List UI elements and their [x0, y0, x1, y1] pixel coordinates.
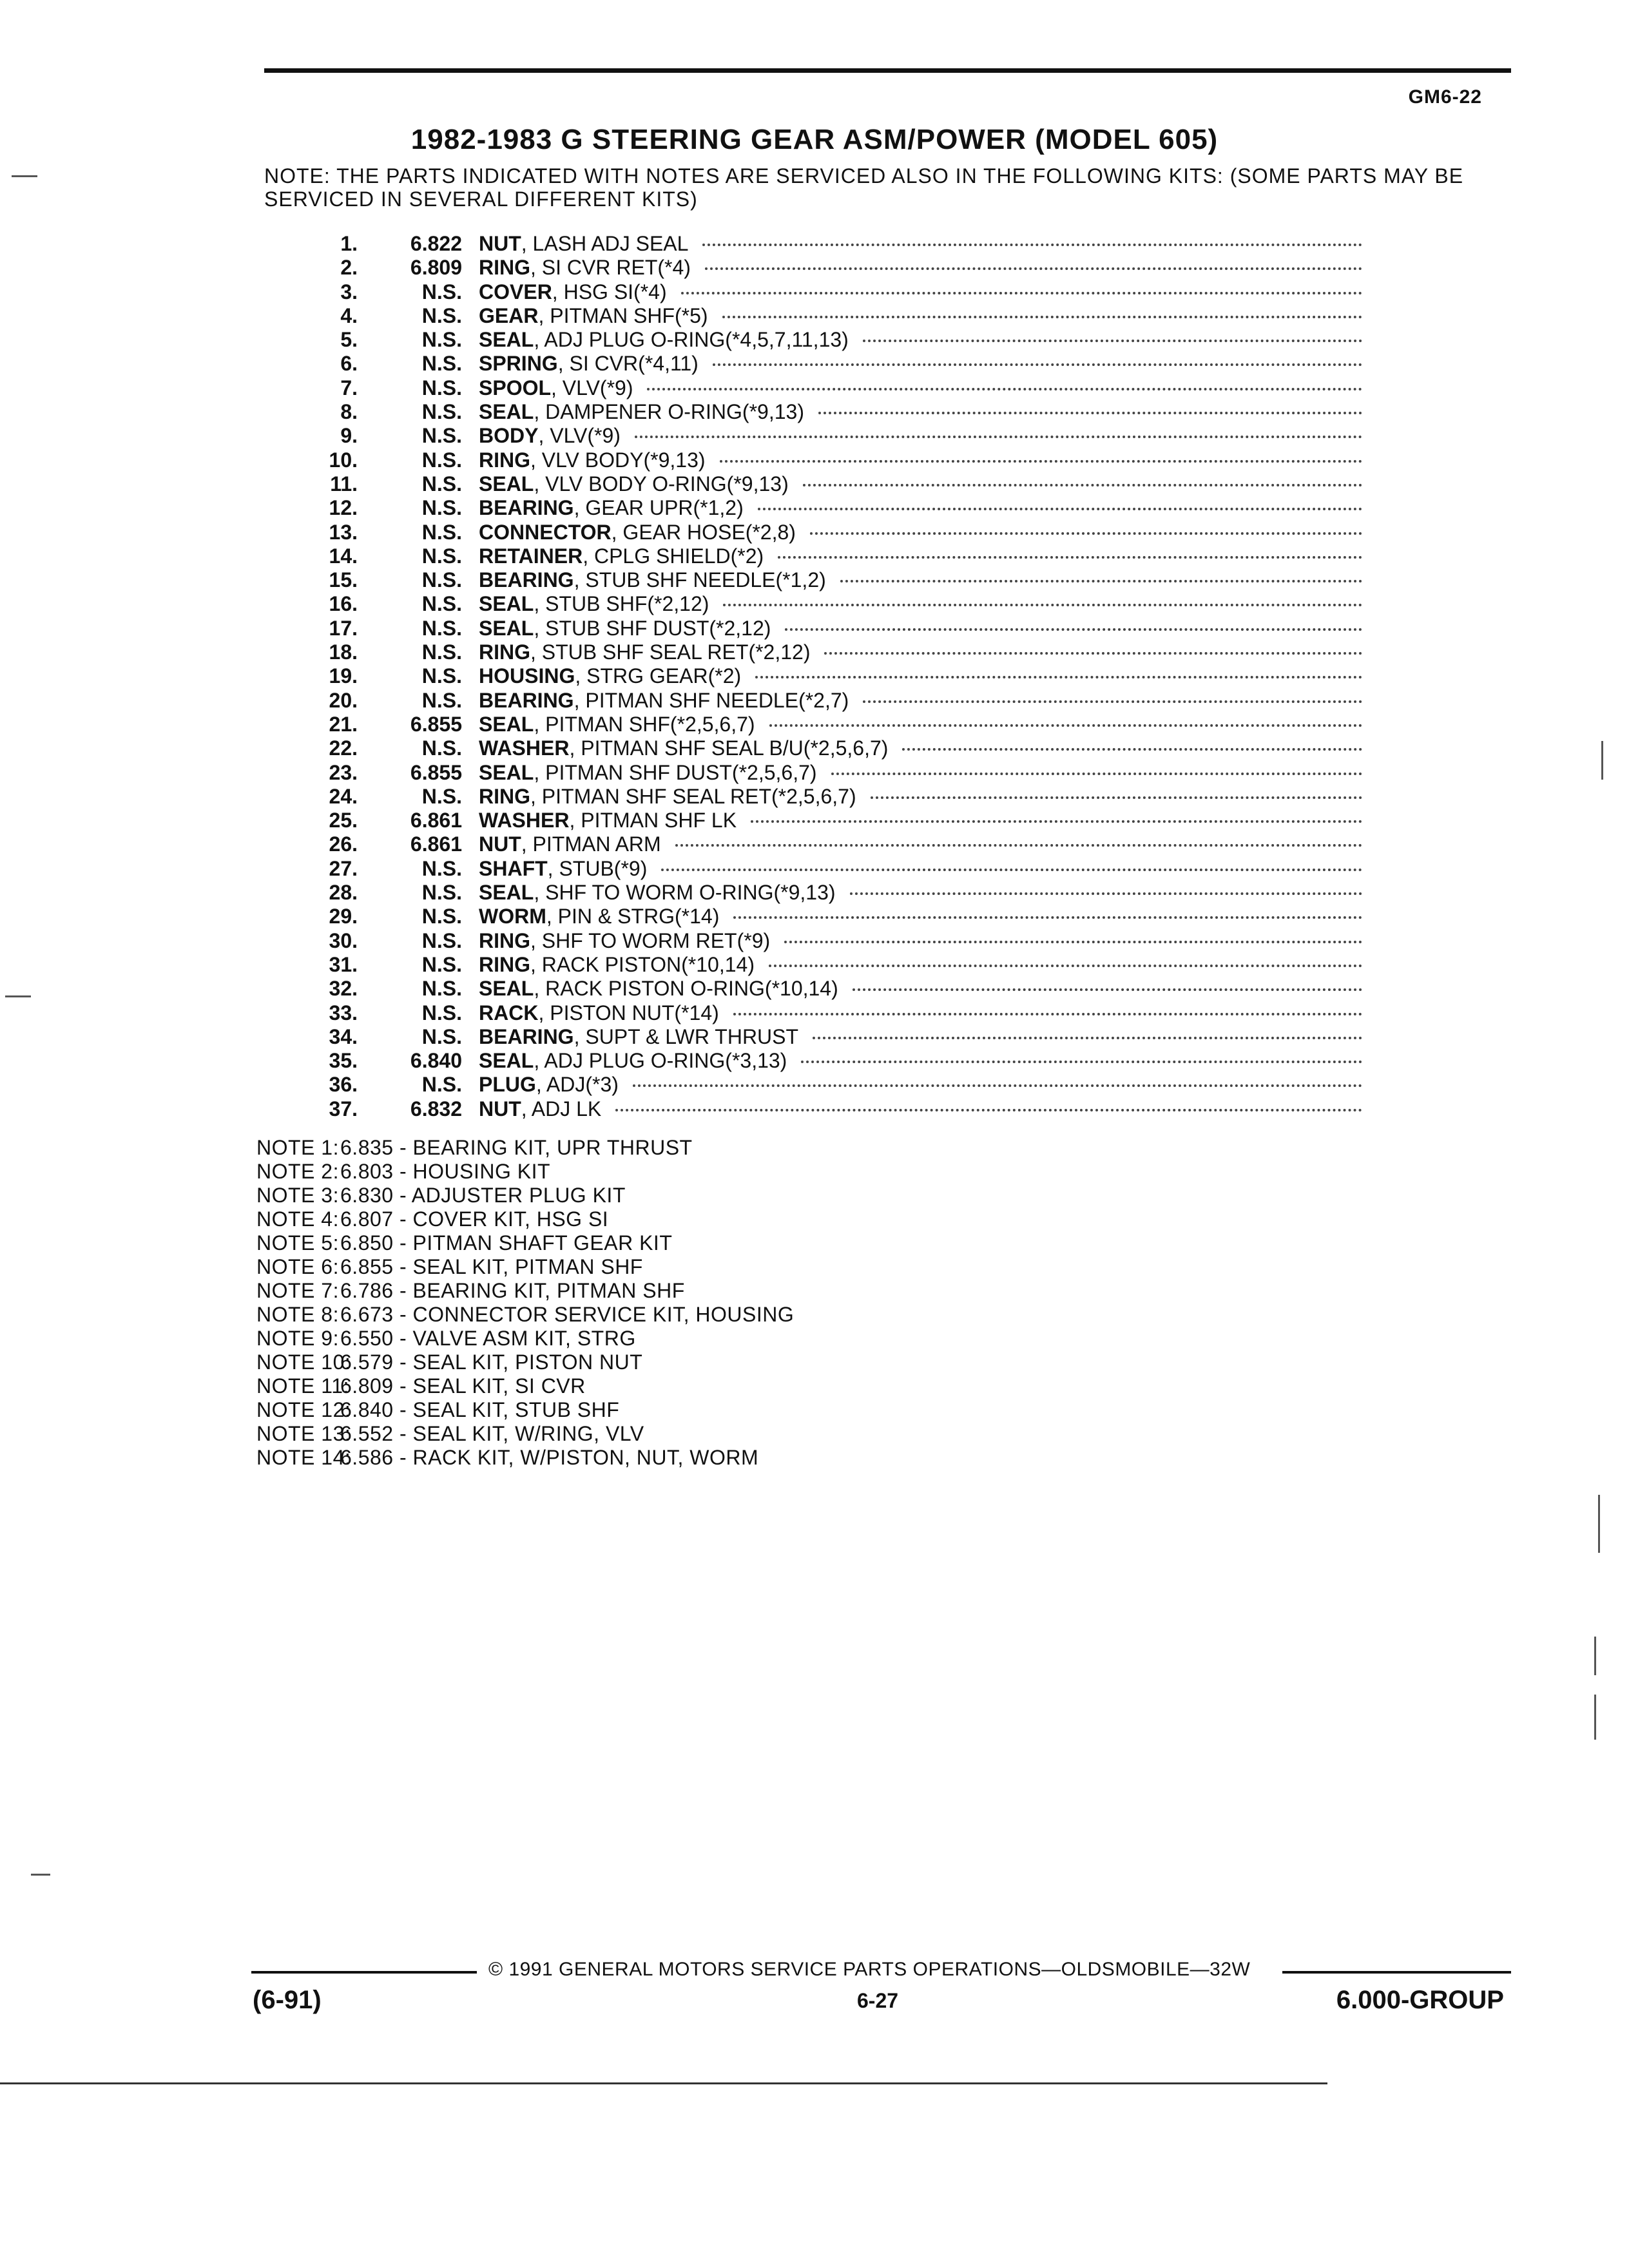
- note-label: NOTE 1:: [256, 1136, 339, 1159]
- part-name: SEAL: [479, 400, 534, 424]
- part-description: , ADJ PLUG O-RING(*3,13): [534, 1049, 787, 1073]
- part-number: 30.: [329, 928, 358, 952]
- scan-mark: [5, 995, 31, 997]
- part-row: [309, 424, 1366, 448]
- part-row: [309, 328, 1366, 352]
- part-number: 24.: [329, 784, 358, 808]
- part-number: 29.: [329, 905, 358, 928]
- note-label: NOTE 9:: [256, 1327, 339, 1350]
- part-name: RACK: [479, 1001, 539, 1024]
- part-description: , VLV BODY(*9,13): [530, 448, 706, 472]
- dot-leader: [633, 1084, 1362, 1087]
- part-group-code: N.S.: [421, 1024, 462, 1048]
- part-row: [309, 977, 1366, 1001]
- part-name: SEAL: [479, 472, 534, 495]
- note-text: 6.673 - CONNECTOR SERVICE KIT, HOUSING: [340, 1303, 795, 1326]
- part-row: [309, 1049, 1366, 1073]
- part-name: BEARING: [479, 568, 574, 592]
- part-group-code: N.S.: [421, 280, 462, 303]
- part-row: [309, 713, 1366, 736]
- part-description: , STUB SHF SEAL RET(*2,12): [530, 640, 811, 664]
- part-group-code: N.S.: [421, 664, 462, 688]
- part-number: 20.: [329, 688, 358, 712]
- part-row: [309, 472, 1366, 496]
- part-row: [309, 448, 1366, 472]
- dot-leader: [713, 363, 1362, 366]
- part-group-code: 6.861: [410, 832, 462, 856]
- part-row: [309, 1001, 1366, 1025]
- note-text: 6.840 - SEAL KIT, STUB SHF: [340, 1398, 620, 1421]
- part-description: , PITMAN SHF SEAL B/U(*2,5,6,7): [569, 736, 889, 760]
- part-number: 27.: [329, 856, 358, 880]
- dot-leader: [853, 988, 1362, 991]
- dot-leader: [733, 916, 1362, 919]
- part-description: , RACK PISTON O-RING(*10,14): [534, 977, 838, 1001]
- part-name: BEARING: [479, 688, 574, 712]
- note-text: 6.803 - HOUSING KIT: [340, 1160, 551, 1183]
- part-description: , SUPT & LWR THRUST: [574, 1024, 799, 1048]
- part-group-code: N.S.: [421, 784, 462, 808]
- kit-note: [256, 1279, 794, 1303]
- dot-leader: [824, 652, 1362, 655]
- part-group-code: N.S.: [421, 881, 462, 905]
- part-name: NUT: [479, 232, 521, 255]
- part-group-code: N.S.: [421, 616, 462, 640]
- dot-leader: [733, 1013, 1362, 1015]
- part-number: 21.: [329, 712, 358, 736]
- dot-leader: [661, 869, 1362, 871]
- part-description: , ADJ LK: [521, 1097, 602, 1120]
- footer-rule-left: [251, 1971, 477, 1974]
- part-name: HOUSING: [479, 664, 575, 688]
- part-number: 15.: [329, 568, 358, 592]
- part-number: 3.: [340, 280, 358, 303]
- part-name: BODY: [479, 424, 539, 448]
- part-group-code: N.S.: [421, 952, 462, 976]
- part-group-code: N.S.: [421, 1073, 462, 1097]
- dot-leader: [647, 388, 1362, 390]
- part-name: SEAL: [479, 616, 534, 640]
- part-description: , GEAR HOSE(*2,8): [611, 520, 796, 544]
- part-name: SPRING: [479, 352, 558, 376]
- part-description: , VLV(*9): [551, 376, 633, 399]
- part-row: [309, 761, 1366, 785]
- part-description: , SHF TO WORM RET(*9): [530, 928, 771, 952]
- parts-list: [309, 232, 1366, 1121]
- part-group-code: N.S.: [421, 856, 462, 880]
- top-rule: [264, 68, 1511, 73]
- note-label: NOTE 8:: [256, 1303, 339, 1326]
- part-number: 7.: [340, 376, 358, 399]
- part-row: [309, 304, 1366, 328]
- dot-leader: [818, 412, 1362, 414]
- part-number: 4.: [340, 303, 358, 327]
- dot-leader: [902, 748, 1362, 751]
- part-number: 26.: [329, 832, 358, 856]
- note-label: NOTE 4:: [256, 1207, 339, 1231]
- part-name: SHAFT: [479, 856, 548, 880]
- dot-leader: [702, 244, 1362, 246]
- part-name: BEARING: [479, 1024, 574, 1048]
- kit-note: [256, 1231, 794, 1255]
- part-number: 9.: [340, 424, 358, 448]
- part-number: 18.: [329, 640, 358, 664]
- revision-date: (6-91): [253, 1986, 322, 2014]
- part-name: RING: [479, 784, 530, 808]
- part-row: [309, 809, 1366, 832]
- part-row: [309, 905, 1366, 928]
- part-group-code: N.S.: [421, 928, 462, 952]
- part-group-code: N.S.: [421, 328, 462, 352]
- part-row: [309, 640, 1366, 664]
- part-name: SEAL: [479, 712, 534, 736]
- part-description: , SI CVR RET(*4): [530, 256, 691, 280]
- part-row: [309, 617, 1366, 640]
- part-row: [309, 568, 1366, 592]
- kit-note: [256, 1327, 794, 1350]
- dot-leader: [785, 628, 1362, 631]
- dot-leader: [615, 1109, 1362, 1111]
- part-number: 14.: [329, 544, 358, 568]
- part-group-code: 6.855: [410, 760, 462, 784]
- part-row: [309, 376, 1366, 400]
- part-row: [309, 232, 1366, 256]
- kit-note: [256, 1184, 794, 1207]
- bottom-rule: [0, 2082, 1327, 2084]
- part-description: , STRG GEAR(*2): [575, 664, 742, 688]
- dot-leader: [863, 700, 1362, 703]
- part-name: RETAINER: [479, 544, 583, 568]
- part-group-code: N.S.: [421, 977, 462, 1001]
- kit-notes-list: [256, 1136, 794, 1470]
- part-group-code: N.S.: [421, 905, 462, 928]
- part-row: [309, 1097, 1366, 1121]
- part-group-code: N.S.: [421, 352, 462, 376]
- part-description: , VLV BODY O-RING(*9,13): [534, 472, 789, 495]
- note-label: NOTE 7:: [256, 1279, 339, 1302]
- part-row: [309, 1073, 1366, 1097]
- part-name: RING: [479, 952, 530, 976]
- note-text: 6.855 - SEAL KIT, PITMAN SHF: [340, 1255, 643, 1278]
- kit-note: [256, 1160, 794, 1184]
- part-row: [309, 664, 1366, 688]
- part-group-code: N.S.: [421, 496, 462, 520]
- note-text: 6.835 - BEARING KIT, UPR THRUST: [340, 1136, 693, 1159]
- kit-note: [256, 1350, 794, 1374]
- part-group-code: 6.861: [410, 809, 462, 832]
- note-label: NOTE 14:: [256, 1446, 351, 1469]
- part-number: 23.: [329, 760, 358, 784]
- part-name: NUT: [479, 832, 521, 856]
- part-name: GEAR: [479, 303, 539, 327]
- part-row: [309, 400, 1366, 424]
- page-title: 1982-1983 G STEERING GEAR ASM/POWER (MODEL 605): [410, 124, 1219, 155]
- part-number: 17.: [329, 616, 358, 640]
- part-group-code: 6.840: [410, 1049, 462, 1073]
- part-name: RING: [479, 928, 530, 952]
- note-text: 6.552 - SEAL KIT, W/RING, VLV: [340, 1422, 644, 1445]
- part-number: 11.: [330, 472, 358, 495]
- scan-mark: [31, 1874, 50, 1876]
- part-row: [309, 736, 1366, 760]
- part-group-code: N.S.: [421, 568, 462, 592]
- footer-rule-right: [1282, 1971, 1511, 1974]
- part-row: [309, 352, 1366, 376]
- note-label: NOTE 11:: [256, 1374, 349, 1398]
- part-group-code: N.S.: [421, 303, 462, 327]
- part-description: , STUB SHF(*2,12): [534, 592, 709, 616]
- part-group-code: N.S.: [421, 736, 462, 760]
- part-name: NUT: [479, 1097, 521, 1120]
- note-text: 6.850 - PITMAN SHAFT GEAR KIT: [340, 1231, 673, 1254]
- part-description: , PITMAN SHF LK: [569, 809, 737, 832]
- part-number: 31.: [329, 952, 358, 976]
- part-number: 1.: [340, 232, 358, 255]
- scan-mark: [12, 175, 37, 177]
- part-description: , PITMAN SHF(*2,5,6,7): [534, 712, 755, 736]
- part-description: , STUB SHF DUST(*2,12): [534, 616, 771, 640]
- dot-leader: [755, 676, 1362, 678]
- page-code: GM6-22: [1408, 86, 1482, 108]
- kit-note: [256, 1422, 794, 1446]
- part-name: WASHER: [479, 736, 570, 760]
- part-description: , ADJ(*3): [535, 1073, 619, 1097]
- kit-note: [256, 1446, 794, 1470]
- part-row: [309, 496, 1366, 520]
- part-group-code: 6.855: [410, 712, 462, 736]
- part-group-code: N.S.: [421, 400, 462, 424]
- part-name: COVER: [479, 280, 552, 303]
- part-description: , ADJ PLUG O-RING(*4,5,7,11,13): [534, 328, 849, 352]
- note-label: NOTE 13:: [256, 1422, 351, 1445]
- part-number: 25.: [329, 809, 358, 832]
- dot-leader: [769, 965, 1362, 967]
- note-label: NOTE 10:: [256, 1350, 351, 1374]
- part-name: RING: [479, 640, 530, 664]
- part-number: 22.: [329, 736, 358, 760]
- note-text: 6.786 - BEARING KIT, PITMAN SHF: [340, 1279, 685, 1302]
- part-description: , SHF TO WORM O-RING(*9,13): [534, 881, 836, 905]
- part-description: , LASH ADJ SEAL: [521, 232, 689, 255]
- kit-note: [256, 1398, 794, 1422]
- part-name: SEAL: [479, 328, 534, 352]
- note-text: 6.809 - SEAL KIT, SI CVR: [340, 1374, 586, 1398]
- dot-leader: [840, 580, 1362, 582]
- part-number: 5.: [340, 328, 358, 352]
- part-description: , PITMAN SHF DUST(*2,5,6,7): [534, 760, 817, 784]
- part-number: 36.: [329, 1073, 358, 1097]
- dot-leader: [681, 292, 1362, 294]
- part-description: , VLV(*9): [538, 424, 621, 448]
- part-name: SEAL: [479, 592, 534, 616]
- part-name: SEAL: [479, 1049, 534, 1073]
- scan-mark: [1594, 1695, 1596, 1740]
- dot-leader: [871, 796, 1362, 799]
- note-text: 6.586 - RACK KIT, W/PISTON, NUT, WORM: [340, 1446, 759, 1469]
- part-row: [309, 881, 1366, 905]
- part-group-code: N.S.: [421, 544, 462, 568]
- part-name: WORM: [479, 905, 546, 928]
- part-group-code: N.S.: [421, 520, 462, 544]
- dot-leader: [723, 604, 1362, 606]
- part-group-code: N.S.: [421, 424, 462, 448]
- part-row: [309, 1025, 1366, 1049]
- dot-leader: [801, 1061, 1362, 1063]
- part-group-code: 6.832: [410, 1097, 462, 1120]
- part-row: [309, 929, 1366, 953]
- dot-leader: [784, 941, 1362, 943]
- part-name: BEARING: [479, 496, 574, 520]
- part-name: SEAL: [479, 977, 534, 1001]
- dot-leader: [720, 460, 1362, 463]
- part-row: [309, 256, 1366, 280]
- dot-leader: [751, 820, 1362, 823]
- kit-note: [256, 1207, 794, 1231]
- part-group-code: 6.809: [410, 256, 462, 280]
- scan-mark: [1598, 1495, 1600, 1553]
- part-description: , RACK PISTON(*10,14): [530, 952, 755, 976]
- part-description: , STUB SHF NEEDLE(*1,2): [574, 568, 826, 592]
- part-row: [309, 592, 1366, 616]
- part-description: , GEAR UPR(*1,2): [574, 496, 744, 520]
- kit-note: [256, 1136, 794, 1160]
- dot-leader: [769, 724, 1362, 727]
- part-number: 8.: [340, 400, 358, 424]
- part-row: [309, 544, 1366, 568]
- part-description: , HSG SI(*4): [552, 280, 667, 303]
- part-group-code: N.S.: [421, 472, 462, 495]
- dot-leader: [675, 844, 1362, 847]
- part-row: [309, 857, 1366, 881]
- dot-leader: [813, 1037, 1362, 1039]
- part-number: 12.: [329, 496, 358, 520]
- part-description: , CPLG SHIELD(*2): [583, 544, 764, 568]
- kit-note: [256, 1374, 794, 1398]
- note-label: NOTE 6:: [256, 1255, 339, 1278]
- part-number: 33.: [329, 1001, 358, 1024]
- part-name: CONNECTOR: [479, 520, 612, 544]
- part-number: 19.: [329, 664, 358, 688]
- dot-leader: [722, 316, 1362, 318]
- dot-leader: [831, 773, 1362, 775]
- part-group-code: N.S.: [421, 376, 462, 399]
- part-number: 37.: [329, 1097, 358, 1120]
- part-name: PLUG: [479, 1073, 536, 1097]
- part-number: 32.: [329, 977, 358, 1001]
- dot-leader: [705, 267, 1362, 270]
- part-group-code: N.S.: [421, 688, 462, 712]
- part-name: SEAL: [479, 760, 534, 784]
- part-description: , STUB(*9): [547, 856, 648, 880]
- part-name: WASHER: [479, 809, 570, 832]
- part-group-code: N.S.: [421, 448, 462, 472]
- note-label: NOTE 12:: [256, 1398, 351, 1421]
- part-description: , PITMAN ARM: [521, 832, 661, 856]
- part-name: RING: [479, 256, 530, 280]
- part-row: [309, 689, 1366, 713]
- part-description: , PITMAN SHF(*5): [538, 303, 708, 327]
- part-number: 13.: [329, 520, 358, 544]
- note-label: NOTE 3:: [256, 1184, 339, 1207]
- part-description: , SI CVR(*4,11): [557, 352, 699, 376]
- group-label: 6.000-GROUP: [1336, 1986, 1504, 2014]
- part-name: SEAL: [479, 881, 534, 905]
- scan-mark: [1594, 1637, 1596, 1675]
- kit-note: [256, 1303, 794, 1327]
- part-number: 35.: [329, 1049, 358, 1073]
- page-number: 6-27: [857, 1989, 899, 2012]
- part-number: 2.: [340, 256, 358, 280]
- part-name: RING: [479, 448, 530, 472]
- dot-leader: [635, 436, 1362, 438]
- dot-leader: [810, 532, 1362, 535]
- part-row: [309, 785, 1366, 809]
- part-row: [309, 953, 1366, 977]
- note-text: 6.807 - COVER KIT, HSG SI: [340, 1207, 609, 1231]
- note-label: NOTE 5:: [256, 1231, 339, 1254]
- copyright-line: © 1991 GENERAL MOTORS SERVICE PARTS OPERATIONS—OLDSMOBILE—32W: [488, 1959, 1251, 1980]
- kit-note: [256, 1255, 794, 1279]
- part-number: 28.: [329, 881, 358, 905]
- part-description: , PITMAN SHF SEAL RET(*2,5,6,7): [530, 784, 856, 808]
- note-label: NOTE 2:: [256, 1160, 339, 1183]
- part-description: , PITMAN SHF NEEDLE(*2,7): [574, 688, 849, 712]
- part-description: , PIN & STRG(*14): [546, 905, 720, 928]
- part-row: [309, 832, 1366, 856]
- part-number: 6.: [340, 352, 358, 376]
- note-text: 6.830 - ADJUSTER PLUG KIT: [340, 1184, 626, 1207]
- dot-leader: [758, 508, 1362, 510]
- dot-leader: [803, 484, 1362, 486]
- dot-leader: [778, 556, 1362, 559]
- part-number: 34.: [329, 1024, 358, 1048]
- part-group-code: N.S.: [421, 592, 462, 616]
- part-number: 16.: [329, 592, 358, 616]
- dot-leader: [863, 340, 1362, 342]
- kits-note: NOTE: THE PARTS INDICATED WITH NOTES ARE SERVICED ALSO IN THE FOLLOWING KITS: (SOME PARTS MAY BE SERVICED IN SEVERAL DIFFERENT KITS): [264, 164, 1464, 211]
- part-description: , DAMPENER O-RING(*9,13): [534, 400, 804, 424]
- part-group-code: 6.822: [410, 232, 462, 255]
- part-number: 10.: [329, 448, 358, 472]
- dot-leader: [850, 892, 1362, 895]
- part-name: SPOOL: [479, 376, 552, 399]
- part-group-code: N.S.: [421, 640, 462, 664]
- part-group-code: N.S.: [421, 1001, 462, 1024]
- note-text: 6.579 - SEAL KIT, PISTON NUT: [340, 1350, 643, 1374]
- part-description: , PISTON NUT(*14): [538, 1001, 719, 1024]
- part-row: [309, 280, 1366, 304]
- part-row: [309, 521, 1366, 544]
- scan-mark: [1601, 741, 1603, 780]
- note-text: 6.550 - VALVE ASM KIT, STRG: [340, 1327, 636, 1350]
